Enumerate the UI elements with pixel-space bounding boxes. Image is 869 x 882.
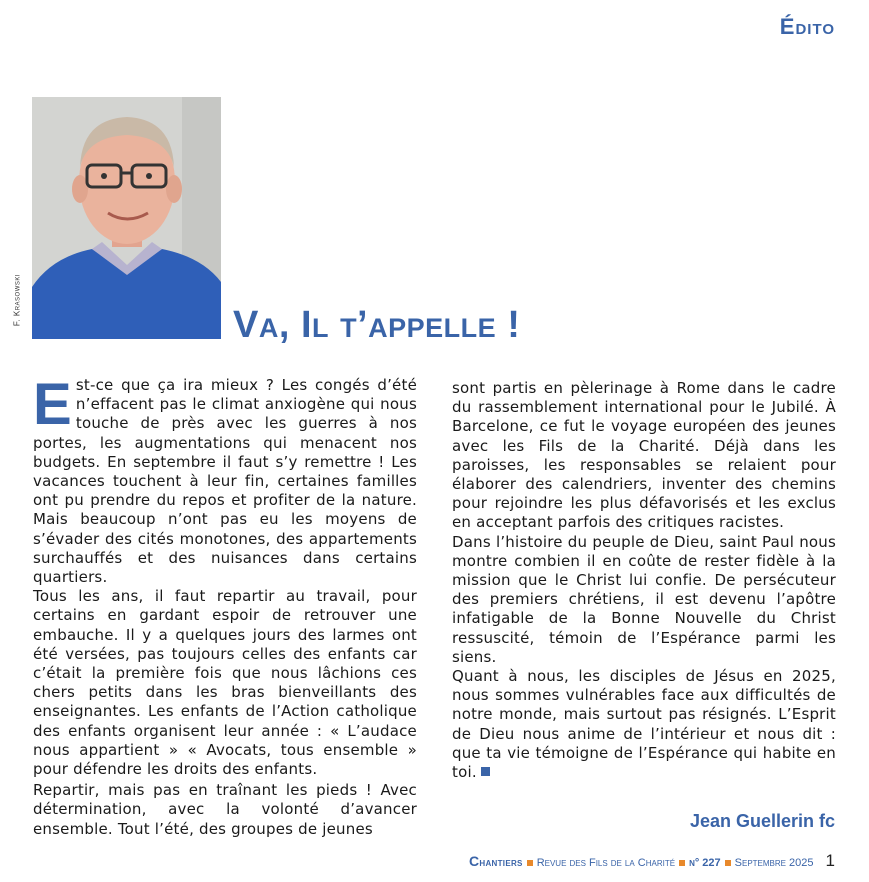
issue-date: Septembre 2025	[734, 857, 814, 869]
article-column-right	[452, 379, 836, 782]
author-photo	[32, 97, 221, 339]
paragraph-text: Quant à nous, les disciples de Jésus en 2025, nous sommes vulnérables face aux difficultés de notre monde, mais surtout pas résignés. L’Esprit de Dieu nous anime de l’intérieur et nous dit : que ta vie témoigne de l’Espérance qui habite en toi.	[452, 667, 836, 782]
separator-square-icon	[527, 860, 533, 866]
page-number: 1	[825, 851, 835, 870]
portrait-image	[32, 97, 221, 339]
issue-number: n° 227	[689, 857, 721, 869]
separator-square-icon	[725, 860, 731, 866]
paragraph: Dans l’histoire du peuple de Dieu, saint Paul nous montre combien il en coûte de rester fidèle à la mission que le Christ lui confie. De persécuteur des premiers chrétiens, il est devenu l’apôtre infatigable de la Bonne Nouvelle du Christ ressuscité, témoin de l’Espérance parmi les siens.	[452, 532, 836, 666]
photo-credit-text: F. Krasowski	[12, 273, 22, 327]
photo-credit	[10, 255, 24, 345]
separator-square-icon	[679, 860, 685, 866]
drop-cap: E	[33, 372, 72, 437]
revue-name: Revue des Fils de la Charité	[536, 857, 676, 869]
paragraph	[33, 372, 417, 587]
article-column-left	[33, 372, 417, 839]
paragraph: Tous les ans, il faut repartir au travail, pour certains en gardant espoir de retrouver une embauche. Il y a quelques jours des larmes ont été versées, pas toujours celles des enfants car c’était la première fois que nous lâchions ces chers petits dans les bras bienveillants des enseignantes. Les enfants de l’Action catholique des enfants organisent leur année : « L’audace nous appartient » « Avocats, tous ensemble » pour défendre les droits des enfants.	[33, 587, 417, 779]
paragraph	[452, 667, 836, 782]
end-mark-icon	[481, 767, 490, 776]
section-label: Édito	[779, 14, 835, 39]
paragraph: sont partis en pèlerinage à Rome dans le cadre du rassemblement international pour le Jubilé. À Barcelone, ce fut le voyage européen des jeunes avec les Fils de la Charité. Déjà dans les paroisses, les responsables se relaient pour élaborer des calendriers, inventer des chemins pour rejoindre les plus défavorisés et les exclus en acceptant parfois des critiques racistes.	[452, 379, 836, 532]
paragraph: Repartir, mais pas en traînant les pieds ! Avec détermination, avec la volonté d’avancer ensemble. Tout l’été, des groupes de jeunes	[33, 781, 417, 838]
magazine-brand: Chantiers	[468, 853, 523, 869]
article-title: Va, Il t’appelle !	[233, 304, 521, 346]
paragraph-text: st-ce que ça ira mieux ? Les congés d’été n’effacent pas le climat anxiogène qui nous touche de près avec les guerres à nos portes, les augmentations qui menacent nos budgets. En septembre il faut s’y remettre ! Les vacances touchent à leur fin, certaines familles ont pu prendre du repos et profiter de la nature. Mais beaucoup n’ont pas eu les moyens de s’évader des cités monotones, des appartements surchauffés et des nuisances dans certains quartiers.	[33, 376, 417, 587]
page-footer	[469, 851, 835, 871]
author-signature: Jean Guellerin fc	[689, 811, 835, 831]
